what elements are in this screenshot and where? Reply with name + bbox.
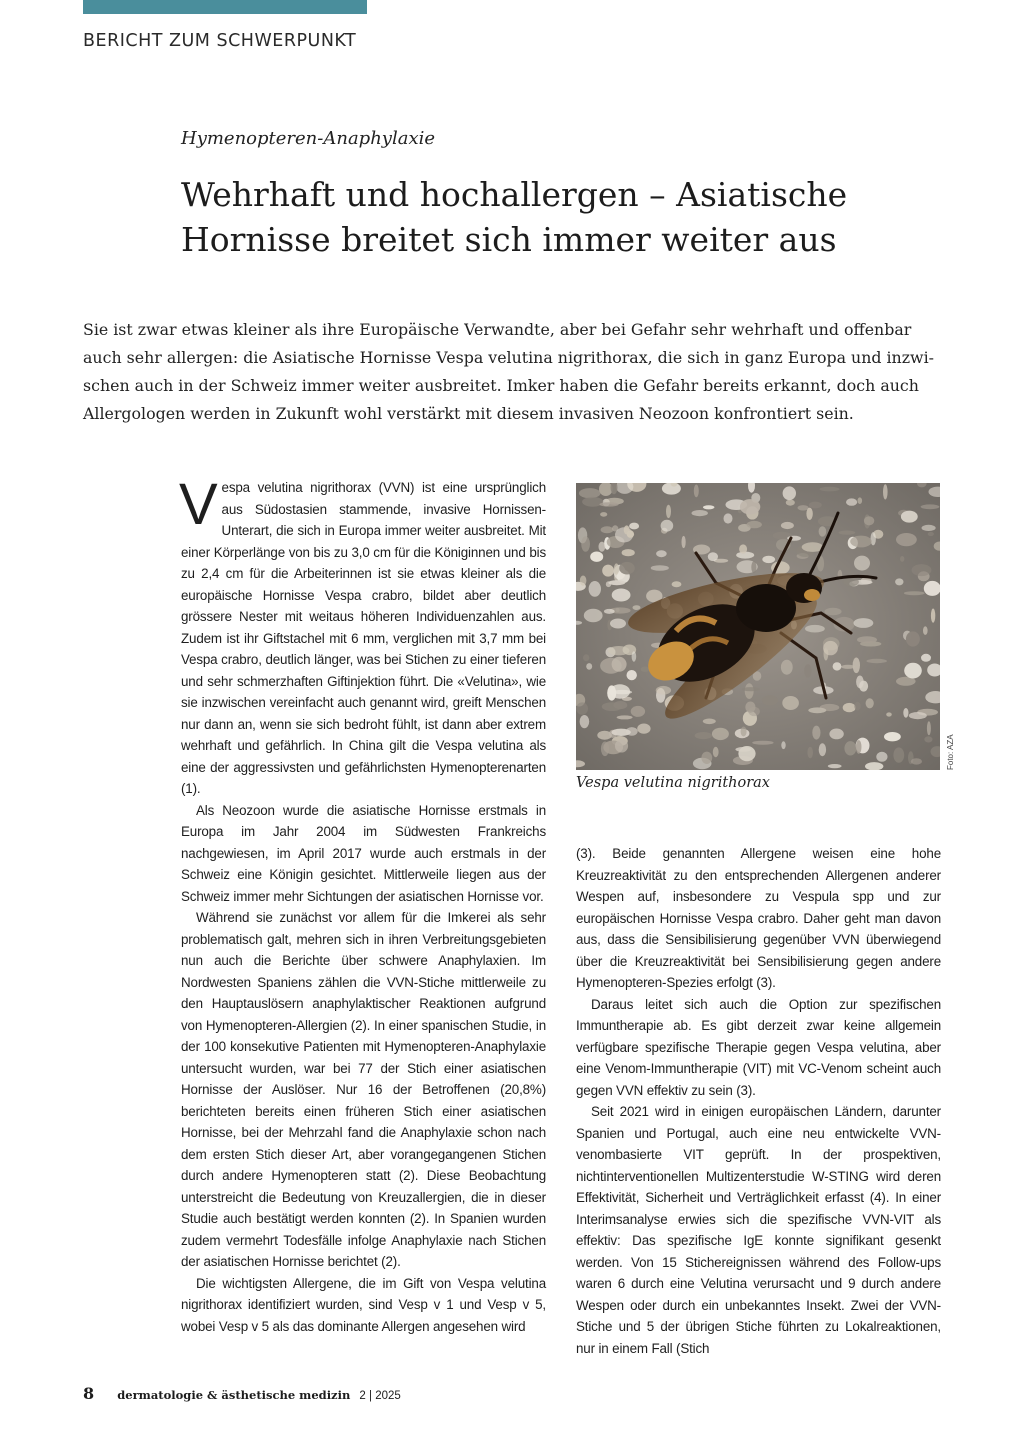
body-column-left (179, 472, 546, 1337)
body-column-right (576, 843, 941, 1359)
body-paragraph: Während sie zunächst vor allem für die Imkerei als sehr problematisch galt, mehren sich in ihren Verbreitungsgebieten nun auch die Berichte über schwere Anaphylaxien. Im Nordwesten Spaniens zählen die VVN-Stiche mittlerweile zu den Hauptauslösern anaphylaktischer Reaktionen aufgrund von Hymenopteren-Allergien (2). In einer spanischen Studie, in der 100 konsekutive Patienten mit Hymenopteren-Anaphylaxie untersucht wurden, war bei 77 der Stich einer asiatischen Hornisse der Auslöser. Nur 16 der Betroffenen (20,8%) berichteten bereits einen früheren Stich einer asiatischen Hornisse, bei der Mehrzahl fand die Anaphylaxie schon nach dem ersten Stich dieser Art, aber vorangegangenen Stichen durch andere Hymenopteren statt (2). Diese Beobachtung unterstreicht die Bedeutung von Kreuzallergien, die in dieser Studie auch bestätigt werden konnten (2). In Spanien wurden zudem vermehrt Todesfälle infolge Anaphylaxie nach Stichen der asiatischen Hornisse berichtet (2). (181, 910, 546, 1269)
drop-cap: V (179, 472, 218, 537)
article-kicker: Hymenopteren-Anaphylaxie (181, 128, 436, 149)
lead-line: auch sehr allergen: die Asiatische Hornisse Vespa velutina nigrithorax, die sich in ganz Europa und inzwi- (83, 348, 934, 367)
paragraph-text: espa velutina nigrithorax (VVN) ist eine ursprünglich aus Südostasien stammende, invasive Hornissen-Unterart, die sich in Europa immer weiter ausbreitet. Mit einer Körperlänge von bis zu 3,0 cm für die Königinnen und bis zu 2,4 cm für die Arbeiterinnen ist sie etwas kleiner als die europäische Hornisse Vespa crabro, bildet aber deutlich grössere Nester mit weitaus höheren Individuenzahlen aus. Zudem ist ihr Giftstachel mit 6 mm, verglichen mit 3,7 mm bei Vespa crabro, deutlich länger, was bei Stichen zu einer tieferen und sehr schmerzhaften Giftinjektion führt. Die «Velutina», wie sie inzwischen vereinfacht auch genannt wird, greift Menschen nur dann an, wenn sie sich bedroht fühlt, ist dann aber extrem wehrhaft und gefährlich. In China gilt die Vespa velutina als eine der aggressivsten und gefährlichsten Hymenopterenarten (1). (181, 480, 546, 796)
body-paragraph: Seit 2021 wird in einigen europäischen Ländern, darunter Spanien und Portugal, auch eine neu entwickelte VVN-venombasierte VIT geprüft. In der prospektiven, nichtinterventionellen Multizenterstudie W-STING wird deren Effektivität, Sicherheit und Verträglichkeit erfasst (4). In einer Interimsanalyse erwies sich die spezifische VVN-VIT als effektiv: Das spezifische IgE konnte signifikant gesenkt werden. Von 15 Stichereignissen während des Follow-ups waren 6 durch eine Velutina verursacht und 9 durch andere Wespen oder durch ein unbekanntes Insekt. Zwei der VVN-Stiche und 5 der übrigen Stiche führten zu Lokalreaktionen, nur in einem Fall (Stich (576, 1104, 941, 1356)
hornet-photo (576, 483, 940, 770)
issue-number: 2 | 2025 (359, 1390, 401, 1402)
body-paragraph: Die wichtigsten Allergene, die im Gift von Vespa velutina nigrithorax identifiziert wurden, sind Vesp v 1 und Vesp v 5, wobei Vesp v 5 als das dominante Allergen angesehen wird (181, 1275, 546, 1334)
section-label: BERICHT ZUM SCHWERPUNKT (83, 31, 357, 51)
headline-line: Hornisse breitet sich immer weiter aus (181, 220, 837, 259)
body-paragraph: Daraus leitet sich auch die Option zur spezifischen Immuntherapie ab. Es gibt derzeit zwar keine allgemein verfügbare spezifische Therapie gegen Vespa velutina, aber eine Venom-Immuntherapie (VIT) mit VC-Venom scheint auch gegen VVN effektiv zu sein (3). (576, 996, 941, 1098)
hornet-illustration (576, 483, 940, 770)
body-paragraph: Als Neozoon wurde die asiatische Hornisse erstmals in Europa im Jahr 2004 im Südwesten Frankreichs nachgewiesen, im April 2017 wurde auch erstmals in der Schweiz eine Königin gesichtet. Mittlerweile liegen aus der Schweiz immer mehr Sichtungen der asiatischen Hornisse vor. (181, 802, 546, 904)
lead-line: Sie ist zwar etwas kleiner als ihre Europäische Verwandte, aber bei Gefahr sehr wehrhaft und offenbar (83, 320, 912, 339)
journal-name: dermatologie & ästhetische medizin (117, 1388, 351, 1402)
headline-line: Wehrhaft und hochallergen – Asiatische (181, 175, 848, 214)
section-color-bar (83, 0, 367, 14)
article-lead (83, 316, 943, 428)
article-headline (181, 172, 941, 262)
page-number: 8 (83, 1384, 95, 1403)
lead-line: schen auch in der Schweiz immer weiter ausbreitet. Imker haben die Gefahr bereits erkannt, doch auch (83, 376, 919, 395)
photo-credit: Foto: AZA (946, 734, 955, 770)
figure-caption: Vespa velutina nigrithorax (576, 775, 770, 791)
body-paragraph: (3). Beide genannten Allergene weisen eine hohe Kreuzreaktivität zu den entsprechenden Allergenen anderer Wespen auf, insbesondere zu Vespula spp und zur europäischen Hornisse Vespa crabro. Daher geht man davon aus, dass die Sensibilisierung gegenüber VVN überwiegend über die Kreuzreaktivität bei Sensibilisierung gegen andere Hymenopteren-Spezies erfolgt (3). (576, 846, 941, 990)
lead-line: Allergologen werden in Zukunft wohl verstärkt mit diesem invasiven Neozoon konfrontiert sein. (83, 404, 854, 423)
body-paragraph (179, 472, 546, 800)
page-footer (83, 1384, 401, 1403)
